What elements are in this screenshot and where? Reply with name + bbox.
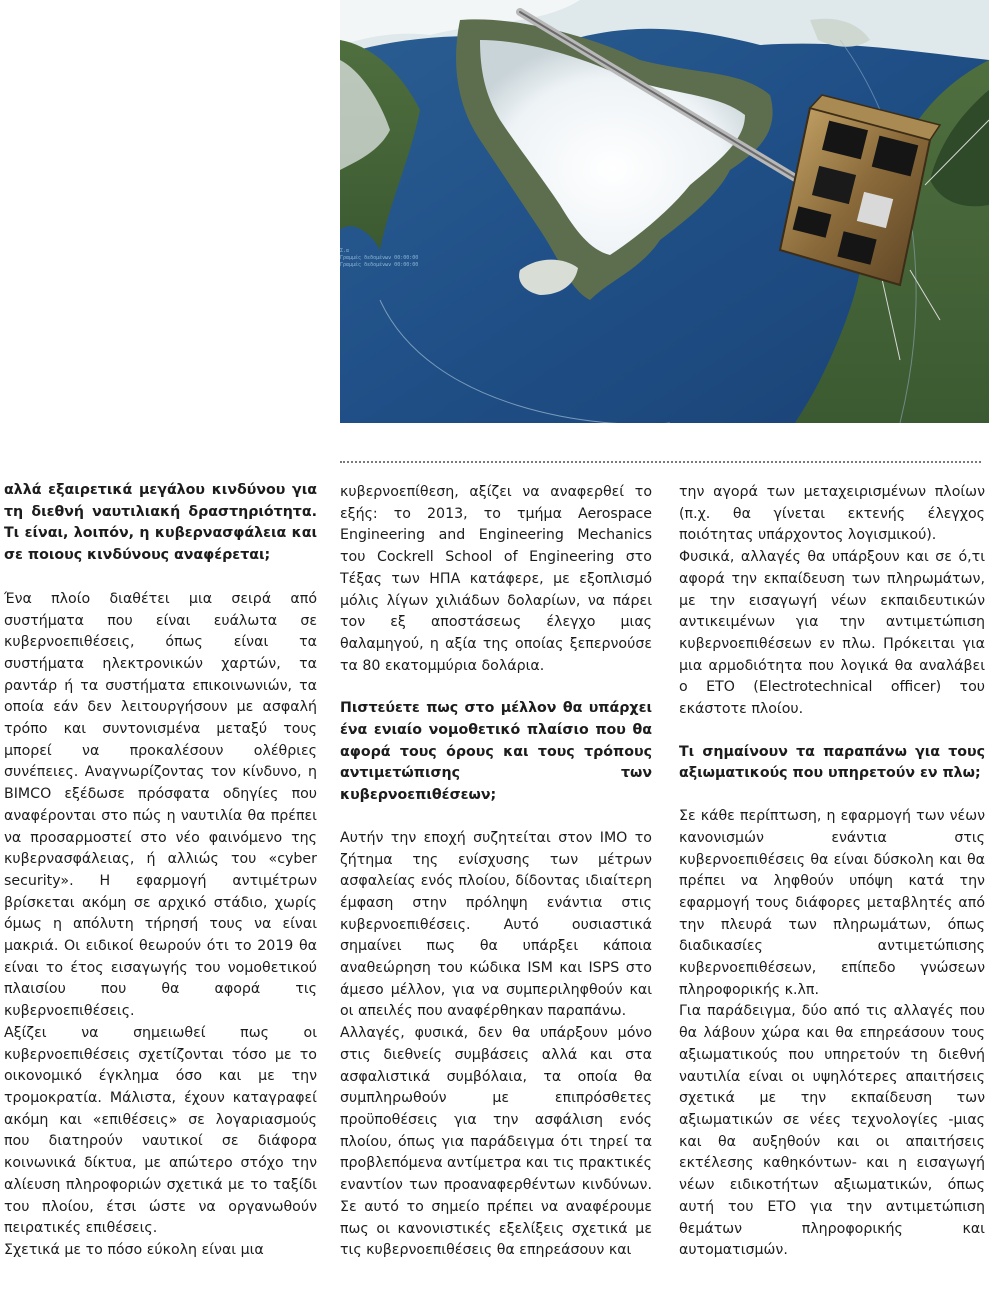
paragraph: Σε κάθε περίπτωση, η εφαρμογή των νέων κανονισμών ενάντια στις κυβερνοεπιθέσεις θα είναι δύσκολη και θα πρέπει να ληφθούν υπόψη κατά την εφαρμογή τους διάφορες μεταβλητές από την πλευρά των πληρωμάτων, όπως διαδικασίες αντιμετώπισης κυβερνοεπιθέσεων, επίπεδο γνώσεων πληροφορικής κ.λπ. xyxy=(679,808,985,998)
overlay-text-2: Γραμμές δεδομένων 00:00:00 xyxy=(340,255,419,261)
paragraph: κυβερνοεπίθεση, αξίζει να αναφερθεί το εξής: το 2013, το τμήμα Aerospace Engineering and Engineering Mechanics του Cockrell School of Engineering στο Τέξας των ΗΠΑ κατάφερε, με εξοπλισμό μόλις λίγων χιλιάδων δολαρίων, να πάρει τον εξ αποστάσεως έλεγχο μιας θαλαμηγού, η αξία της οποίας ξεπερνούσε τα 80 εκατομμύρια δολάρια. xyxy=(340,484,652,674)
paragraph: Για παράδειγμα, δύο από τις αλλαγές που θα λάβουν χώρα και θα επηρεάσουν τους αξιωματικούς που υπηρετούν τη διεθνή ναυτιλία είναι οι υψηλότερες απαιτήσεις σχετικά με την εκπαίδευση των αξιωματικών σε νέες τεχνολογίες -μιας και θα αυξηθούν και οι απαιτήσεις εκτέλεσης καθηκόντων- και η εισαγωγή νέων ειδικοτήτων αξιωματικών, όπως αυτή του ETO για την αντιμετώπιση θεμάτων πληροφορικής και αυτοματισμών. xyxy=(679,1003,985,1259)
interview-question-1: αλλά εξαιρετικά μεγάλου κινδύνου για τη διεθνή ναυτιλιακή δραστηριότητα. Τι είναι, λοιπόν, η κυβερνασφάλεια και σε ποιους κινδύνους αναφέρεται; xyxy=(4,482,317,564)
paragraph: Σχετικά με το πόσο εύκολη είναι μια xyxy=(4,1241,264,1258)
text-column-3 xyxy=(679,482,985,1262)
paragraph: Αξίζει να σημειωθεί πως οι κυβερνοεπιθέσεις σχετίζονται τόσο με το οικονομικό έγκλημα όσο και με την τρομοκρατία. Μάλιστα, έχουν καταγραφεί ακόμη και «επιθέσεις» σε λογαριασμούς που διατηρούν ναυτικοί σε διάφορα κοινωνικά δίκτυα, με απώτερο στόχο την αλίευση πληροφοριών σχετικά με το ταξίδι του πλοίου, έτσι ώστε να οργανωθούν πειρατικές επιθέσεις. xyxy=(4,1024,317,1237)
overlay-text-1: Σ.α xyxy=(340,248,350,254)
paragraph: Ένα πλοίο διαθέτει μια σειρά από συστήματα που είναι ευάλωτα σε κυβερνοεπιθέσεις, όπως είναι τα συστήματα ηλεκτρονικών χαρτών, τα ραντάρ ή τα συστήματα επικοινωνιών, τα οποία εάν δεν λειτουργήσουν με ασφαλή τρόπο και συντονισμένα μεταξύ τους μπορεί να προκαλέσουν ολέθριες συνέπειες. Αναγνωρίζοντας τον κίνδυνο, η BIMCO εξέδωσε πρόσφατα οδηγίες που αναφέρονται στο πώς η ναυτιλία θα πρέπει να προσαρμοστεί στο νέο φαινόμενο της κυβερνασφάλειας, ή αλλιώς του «cyber security». Η εφαρμογή αντιμέτρων βρίσκεται ακόμη σε αρχικό στάδιο, χωρίς όμως η απόλυτη τήρησή τους να είναι μακριά. Οι ειδικοί θεωρούν ότι το 2019 θα είναι το έτος εισαγωγής του νομοθετικού πλαισίου που θα αφορά τις κυβερνοεπιθέσεις. xyxy=(4,590,317,1020)
text-column-1 xyxy=(4,480,317,1262)
satellite-over-greenland-image xyxy=(340,0,989,423)
paragraph: την αγορά των μεταχειρισμένων πλοίων (π.χ. θα γίνεται εκτενής έλεγχος ποιότητας υπάρχοντος λογισμικού). xyxy=(679,484,985,544)
interview-question-3: Τι σημαίνουν τα παραπάνω για τους αξιωματικούς που υπηρετούν εν πλω; xyxy=(679,743,985,782)
paragraph: Φυσικά, αλλαγές θα υπάρξουν και σε ό,τι αφορά την εκπαίδευση των πληρωμάτων, με την εισαγωγή νέων εκπαιδευτικών αντικειμένων για την αντιμετώπιση κυβερνοεπιθέσεων εν πλω. Πρόκειται για μια αρμοδιότητα που λογικά θα αναλάβει ο ETO (Electrotechnical officer) του εκάστοτε πλοίου. xyxy=(679,549,985,718)
satellite-map-illustration xyxy=(340,0,989,423)
overlay-text-3: Γραμμές δεδομένων 00:00:00 xyxy=(340,262,419,268)
column-divider-dotted xyxy=(340,461,981,463)
text-column-2 xyxy=(340,482,652,1262)
paragraph: Αυτήν την εποχή συζητείται στον IMO το ζήτημα της ενίσχυσης των μέτρων ασφαλείας ενός πλοίου, δίδοντας ιδιαίτερη έμφαση στην πρόληψη ενάντια στις κυβερνοεπιθέσεις. Αυτό ουσιαστικά σημαίνει πως θα υπάρξει κάποια αναθεώρηση του κώδικα ISM και ISPS στο άμεσο μέλλον, για να συμπεριληφθούν και οι απειλές που αναφέρθηκαν παραπάνω. xyxy=(340,829,652,1020)
interview-question-2: Πιστεύετε πως στο μέλλον θα υπάρχει ένα ενιαίο νομοθετικό πλαίσιο που θα αφορά τους όρους και τους τρόπους αντιμετώπισης των κυβερνοεπιθέσεων; xyxy=(340,700,652,804)
paragraph: Αλλαγές, φυσικά, δεν θα υπάρξουν μόνο στις διεθνείς συμβάσεις αλλά και στα ασφαλιστικά συμβόλαια, τα οποία θα συμπληρωθούν με επιπρόσθετες προϋποθέσεις για την ασφάλιση ενός πλοίου, όπως για παράδειγμα ότι τηρεί τα προβλεπόμενα αντίμετρα και τις πρακτικές εναντίον των προαναφερθέντων κινδύνων. Σε αυτό το σημείο πρέπει να αναφέρουμε πως οι κανονιστικές εξελίξεις σχετικά με τις κυβερνοεπιθέσεις θα επηρεάσουν και xyxy=(340,1025,652,1259)
